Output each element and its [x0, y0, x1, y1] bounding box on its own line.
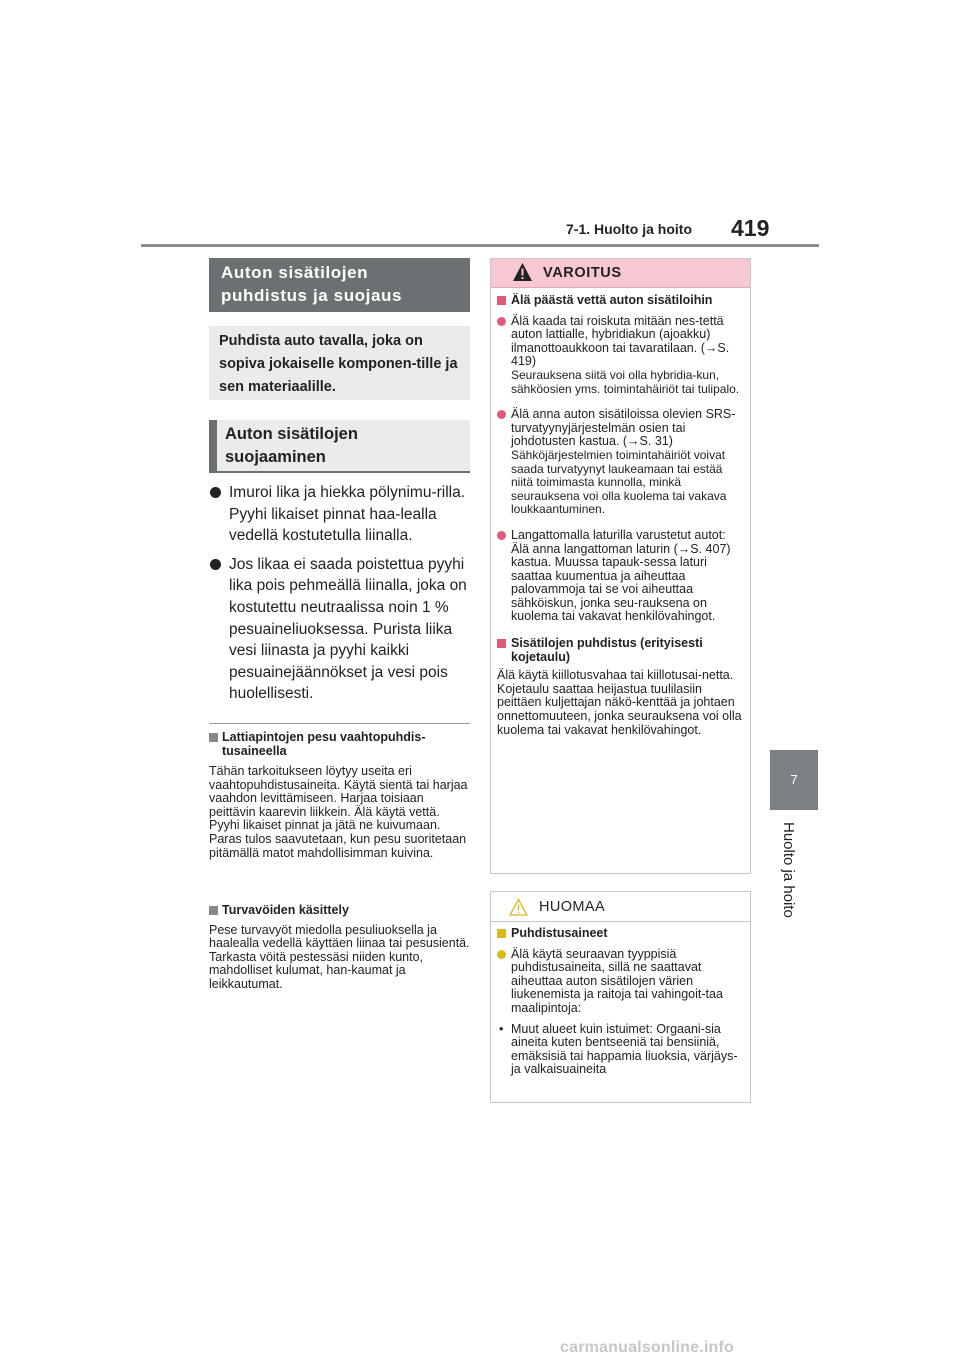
- round-bullet-icon: [497, 950, 506, 959]
- notice-box: [490, 891, 751, 1103]
- warning-box: [490, 258, 751, 874]
- main-heading: Auton sisätilojen puhdistus ja suojaus: [209, 258, 470, 312]
- warning-text: Älä käytä kiillotusvahaa tai kiillotusai-netta. Kojetaulu saattaa heijastua tuulilasiin peittäen kuljettajan näkö-kenttää ja johtaen onnettomuuteen, jonka seurauksena voi olla kuolema tai vakavat henkilövahingot.: [497, 668, 742, 737]
- seatbelt-heading: Turvavöiden käsittely: [209, 904, 471, 918]
- warning-triangle-icon: [512, 262, 533, 282]
- round-bullet-icon: [497, 410, 506, 419]
- dot-marker-icon: •: [499, 1021, 504, 1036]
- round-bullet-icon: [497, 531, 506, 540]
- notice-header: [491, 892, 750, 922]
- list-item: [210, 554, 472, 705]
- floor-cleaning-section: [209, 731, 471, 860]
- seatbelt-text: Pese turvavyöt miedolla pesuliuoksella ja haalealla vedellä käyttäen liinaa tai pesusientä. Tarkasta vöitä pestessäsi niiden kunto, mahdolliset kulumat, han-kaumat ja leikkautumat.: [209, 922, 470, 991]
- warning-item: Langattomalla laturilla varustetut autot: Älä anna langattoman laturin (→S. 407) kastua. Muussa tapauk-sessa laturi saattaa kuumentua ja aiheuttaa palovammoja tai se voi aiheuttaa sähköiskun, jonka seu-rauksena on kuolema tai vakavat henkilövahingot.: [497, 529, 744, 624]
- notice-subheading: Puhdistusaineet: [497, 927, 744, 941]
- square-bullet-icon: [497, 296, 506, 305]
- list-item-text: Imuroi lika ja hiekka pölynimu-rilla. Pyyhi likaiset pinnat haa-lealla vedellä kostutetulla liinalla.: [229, 484, 466, 545]
- bullet-list: [210, 482, 472, 712]
- seatbelt-section: [209, 904, 471, 991]
- square-bullet-icon: [209, 906, 218, 915]
- watermark: carmanualsonline.info: [560, 1339, 735, 1356]
- floor-cleaning-text: Tähän tarkoitukseen löytyy useita eri vaahtopuhdistusaineita. Käytä sientä tai harjaa vaahdon levittämiseen. Harjaa toisiaan peittävin kaarevin liikkein. Älä käytä vettä. Pyyhi likaiset pinnat ja jätä ne kuivumaan. Paras tulos saavutetaan, kun pesu suoritetaan pitämällä matot mahdollisimman kuivina.: [209, 764, 468, 860]
- square-bullet-icon: [497, 929, 506, 938]
- warning-title: VAROITUS: [543, 265, 622, 281]
- section-divider: [209, 723, 470, 724]
- warning-item: Älä kaada tai roiskuta mitään nes-tettä auton lattialle, hybridiakun (ajoakku) ilmanottoaukkoon tai tavaratilaan. (→S. 419) Seurauksena siitä voi olla hybridia-kun, sähköosien yms. toimintahäiriöt tai tulipalo.: [497, 315, 744, 397]
- square-bullet-icon: [497, 639, 506, 648]
- lead-paragraph: Puhdista auto tavalla, joka on sopiva jokaiselle komponen-tille ja sen materiaalille.: [209, 326, 470, 400]
- list-item: [210, 482, 472, 547]
- warning-item: Älä anna auton sisätiloissa olevien SRS-turvatyynyjärjestelmän osien tai johdotusten kastua. (→S. 31) Sähköjärjestelmien toimintahäiriöt voivat saada turvatyynyt laukeamaan tai estää niitä toimimasta kunnolla, minkä seurauksena voi olla kuolema tai vakava loukkaantuminen.: [497, 408, 744, 517]
- chapter-side-label: Huolto ja hoito: [780, 822, 797, 918]
- section-title: 7-1. Huolto ja hoito: [566, 221, 692, 237]
- header-divider: [141, 244, 819, 247]
- round-bullet-icon: [497, 317, 506, 326]
- warning-header: [491, 259, 750, 288]
- chapter-tab: 7: [770, 750, 818, 810]
- notice-sub-item: • Muut alueet kuin istuimet: Orgaani-sia aineita kuten bentseeniä tai bensiiniä, emäksisiä tai happamia liuoksia, värjäys- ja valkaisuaineita: [499, 1021, 738, 1077]
- caution-triangle-icon: [509, 898, 528, 916]
- warning-subheading: Sisätilojen puhdistus (erityisesti kojetaulu): [497, 637, 744, 664]
- subheading: Auton sisätilojen suojaaminen: [209, 420, 470, 473]
- notice-title: HUOMAA: [539, 899, 606, 915]
- square-bullet-icon: [209, 733, 218, 742]
- notice-item: Älä käytä seuraavan tyyppisiä puhdistusaineita, sillä ne saattavat aiheuttaa auton sisätilojen värien liukenemista ja raitoja tai vahingoit-taa maalipintoja:: [497, 948, 744, 1016]
- list-item-text: Jos likaa ei saada poistettua pyyhi lika pois pehmeällä liinalla, joka on kostutettu neutraalissa noin 1 % pesuaineliuoksessa. Purista liika vesi liinasta ja pyyhi kaikki pesuainejäännökset ja vesi pois huolellisesti.: [229, 555, 467, 703]
- floor-cleaning-heading: Lattiapintojen pesu vaahtopuhdis-tusaineella: [209, 731, 471, 758]
- bullet-icon: [210, 559, 221, 570]
- bullet-icon: [210, 487, 221, 498]
- page-number: 419: [731, 215, 770, 241]
- warning-subheading: Älä päästä vettä auton sisätiloihin: [497, 294, 744, 308]
